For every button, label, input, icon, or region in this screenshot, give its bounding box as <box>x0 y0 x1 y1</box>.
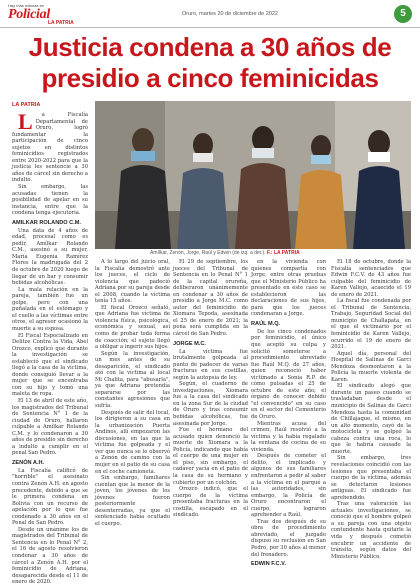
article-column-3 <box>173 259 248 521</box>
paragraph: De los cinco condenados por feminicidio, el único que aceptó su culpa y solicitó someterse a procedimiento abreviado fue Raúl M.Q. de 27 años, quien reconoció haber victimado a Sonia R.P. de cómo pulsadas el 25 de octubre de este año; el órgano de conocer debido "el convencido" en su caso en el sector del Cementerio de Oruro. <box>251 328 326 421</box>
article-column-5 <box>331 259 411 560</box>
photo-caption <box>150 250 410 256</box>
paragraph: El 13 de abril de este año, los magistrados del Tribunal de Sentencia N° 1 de la ciudad de Oruro, hallaron culpable a Amílkar Rolando C.M. y lo condenaron a 30 años de presidio sin derecho a indulto a cumplir en el penal San Pedro. <box>12 397 88 457</box>
subheading: ZENÓN A.H. <box>12 459 45 466</box>
paragraph: Fue el hermano del acusado quien denunció la muerte de Xiomara a la Policía, indicando que había el cuerpo de una mujer en el piso, sin embargo, el cadáver yacía en el patio de la casa de su hermano y cubierto por un colchón. <box>173 427 248 486</box>
subheading: RAÚL M.Q. <box>251 320 281 327</box>
paragraph: Mientras acusa del crimen, Raúl resolvió a la víctima y la había regalado la ventana de cocina de su vivienda. <box>251 420 326 453</box>
article-column-4 <box>251 259 326 568</box>
paragraph: Según la investigación, un mes antes de su desaparición, el sindicado ató con la víctima al local Mi Chalita, para "abusarla", ya que Adriana pretendía separarse por las constantes agresiones que sufría. <box>95 350 170 410</box>
caption-text: Amílkar, Zenón, Jorge, Raúl y Edwin (de izq. a der.). <box>150 250 266 256</box>
article-column-1 <box>12 109 88 586</box>
paragraph-text: a Fiscalía Departamental de Oruro, logró fundamentar la participación de cinco sujetos en distintos feminicidios registrados entre 2020-2022 para que la justicia les sentencie a 30 años de cárcel sin derecho a indulto. <box>12 112 88 184</box>
photo-credit: F.: LA PATRIA <box>267 250 300 256</box>
paragraph: en la vivienda con quienes compartía con Jorge, entre otras pruebas que el Ministerio Público ha presentado en este caso se establecieron las declaraciones de sus hijos, para que los jueces condenaran a Jorge. <box>251 259 326 318</box>
article-column-2 <box>95 259 170 527</box>
paragraph: Una data de 4 años de edad, procesal como es pedir, Amílkar Rolando C.M., asesinó a su mujer, María Eugenia Ramírez Flores la madrugada del 2 de octubre de 2020 luego de llegar de un bar y consumir bebidas alcohólicas. <box>12 227 88 287</box>
paragraph: El sindicado alegó que durante un paseo cuando se trasladaban desde el municipio de Salinas de Garci Mendoza hasta la comunidad de Chillajaque, el mismo, en un alto momento, cayó de la motocicleta y se golpeó la cabeza contra una roca, lo que le habría causado la muerte. <box>331 383 411 455</box>
paragraph: La fiscal fue condenada por el Tribunal de Sentencia, Trabajo, Seguridad Social del municipio de Challapata, en el que el victimario por el feminicidio de Karen Vallejo, ocurrido el 19 de enero de 2021. <box>331 298 411 351</box>
photo-illustration <box>95 101 411 249</box>
drop-cap: L <box>18 109 33 134</box>
subheading: JORGE M.C. <box>173 340 206 347</box>
paragraph: El fiscal Orozco señaló, que Adriana fue víctima de violencia física, psicológica, económica y sexual, así como de probar toda forma de coacción; el sujeto llegó a obligar a ingerir sus hijos. <box>95 304 170 351</box>
newspaper-logo[interactable] <box>8 3 108 25</box>
paragraph: Después de cometer el delito, el implicado y algunos de sus familiares enfrentaron a pedir al saber a la víctima en el parqué a las autoridades, sin embargo, la Policía de Oruro encontraron el cuerpo, lograron aprehender a Raúl. <box>251 453 326 519</box>
paragraph: Tras una valoración las actuales investigaciones, se conoció que el hombre golpeó a su pareja con una objeto contundente hasta quitarle la vida y después cometió encubrir un accidente de tránsito, según datos del Ministerio Público. <box>331 501 411 560</box>
headline: Justicia condena a 30 años de presidio a cinco feminicidas <box>28 32 392 93</box>
paragraph: El 18 de octubre, donde la Fiscalía sentenciados que Edwin F.C.V. de 43 años fue culpable del feminicidio de Karen Vallejo, acaecido el 19 de enero de 2021. <box>331 259 411 298</box>
page-number-badge: 5 <box>394 5 412 23</box>
paragraph: Desde un unánime los de magistrados del Tribunal de Sentencia en lo Penal N° 2, el 16 de agosto resolvieron condenar a 30 años de cárcel a Zenón A.H. por el feminicidio de Adriana, desaparecida desde el 11 de enero de 2020. <box>12 526 88 586</box>
paragraph: Orozco indicó, que el cuerpo de la víctima presentaba fracturas en la costilla, escapado en el sindicado. <box>173 486 248 519</box>
paragraph: Sin embargo, las acusadas tienen la posibilidad de apelar en su instancia, entre que la condena tenga ejecutoria. <box>12 184 88 217</box>
paragraph: El Fiscal Especializado en Delitos Contra la Vida, Abel Orozco, explicó que durante la investigación se estableció que el sindicado llegó a la casa de la víctima, donde consiguió llevar a la mujer que se encontraba con su hijo y tomó una maleta de ropa. <box>12 332 88 398</box>
paragraph: Aquel día, personal del Hospital de Salinas de Garci Mendoza desmontaron a la Policía la muerte violenta de Karen. <box>331 350 411 383</box>
paragraph: A lo largo del juicio oral, la Fiscalía demostró ante los jueces, el ciclo de violencia que padeció Adriana por su pareja desde el 2008, cuando la víctima tenía 15 años. <box>95 259 170 305</box>
paragraph: La víctima fue brutalmente golpeada al punto de padecer de varias fracturas en sus costillas, según la autopsia de ley. <box>173 348 248 381</box>
logo-subtitle: LA PATRIA <box>48 20 74 26</box>
paragraph: La Fiscalía calificó de "horrible" el asesinato contra Zenón A.H. en agosto precedente, debido a que se le primera condena en Bolivia con un recurso de apelación por lo que fue condenado a 30 años en el Penal de San Pedro. <box>12 467 88 527</box>
paragraph: Sin embargo, tres revelaciones coincidió con las lesiones que presentaba el cuerpo de la víctima, además se detectaron lesiones antiguas. El sindicado fue aprehendido. <box>331 455 411 501</box>
logo-pretitle: Hay más noticias en <box>8 3 45 8</box>
paragraph: El 29 de septiembre, los jueces del Tribunal de Sentencia en lo Penal N° 1 de la capital orureña, deliberaron unánimemente en condenar a 30 años de presidio a Jorge M.C. como autor del feminicidio de Xiomara Tepoda, asesinada el 25 de enero de 2021; la pena será cumplida en la cárcel de San Pedro. <box>173 259 248 338</box>
paragraph: Según, el cuaderno de investigaciones, Xiomara fue a la casa del sindicado en la zona Sur de la ciudad de Oruro y tras consumir bebidas alcohólicas, fue asesinada por Jorge. <box>173 381 248 427</box>
paragraph: Tras dos después de su obra de procedimiento abreviado, el juzgado dispuso su reclusión en San Pedro, por 30 años al menor del frenadero. <box>251 518 326 558</box>
paragraph: Después de salir del local, los dirigieron a su casa en la urbanización Puerta Andinos, allí empezaron las discusiones, en las que la víctima fue golpeada y el ver que nunca se le observó a Zenón de camino con la mujer en el patio de su casa en el coche camioneta. <box>95 409 170 475</box>
photo-convicts[interactable] <box>95 101 411 249</box>
paragraph <box>12 109 88 184</box>
section-label: LA PATRIA <box>12 102 41 108</box>
subheading: AMILKAR ROLANDO C.M. <box>12 219 81 226</box>
paragraph: Sin embargo, familiares cuentan que la menor de la joven, los jóvenes de los jóvenes fueron posteriormente desenterradas, ya que el sentenciado había ocultado el cuerpo. <box>95 475 170 527</box>
dateline: Oruro, martes 20 de diciembre de 2022 <box>182 11 278 17</box>
page-header <box>0 0 420 28</box>
subheading: EDWIN F.C.V. <box>251 561 286 568</box>
logo-title: Policial <box>8 7 50 22</box>
paragraph: La mala relación en la pareja, también fue un golpe, pero con una puñalada en el estómago y el cuello a las víctimas entre otros, el agresor ocasionó la muerte a su esposa. <box>12 286 88 332</box>
